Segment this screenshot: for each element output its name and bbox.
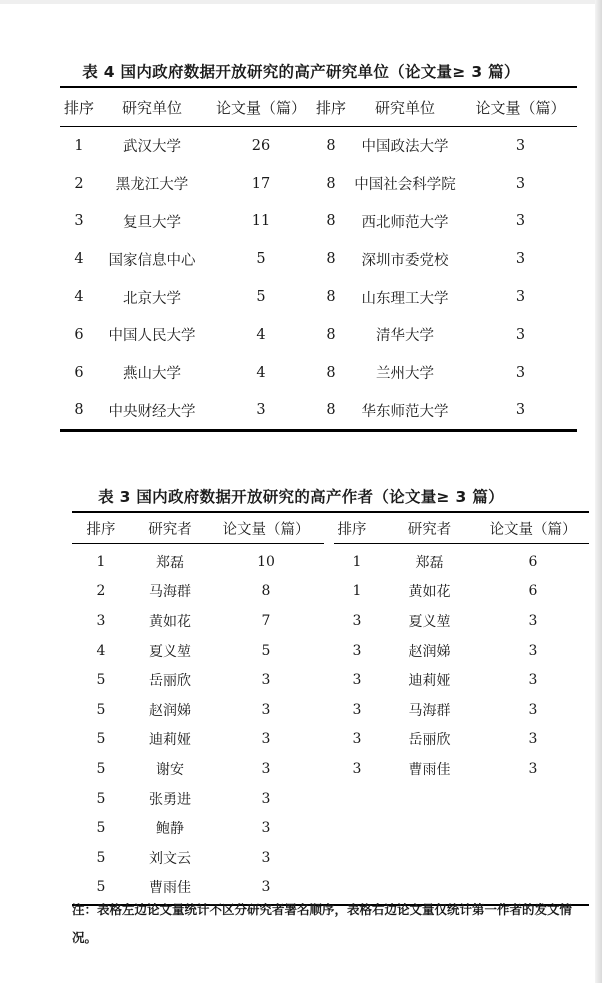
table3-right-cell: 3 [528,612,538,629]
table3-right-row [332,754,589,784]
table4-cell: 3 [515,251,526,268]
table3-left-row [72,843,332,873]
table4-cell: 5 [256,289,266,306]
table3-left-cell: 10 [257,553,275,570]
table4-cell: 8 [326,364,336,381]
table3-right-cell: 3 [352,672,362,689]
page-top-edge [0,0,602,4]
table4-cell: 1 [74,137,84,154]
table3-right-cell: 3 [352,642,362,659]
table3-left-cell: 3 [261,849,271,866]
table3-right-row [332,606,589,636]
table3-right-row [332,547,589,577]
table3-right-column [332,547,589,902]
table4-cell: 中央财经大学 [108,403,196,420]
table3-right-cell: 3 [352,701,362,718]
table4-bottom-rule [60,429,577,432]
table3-left-column [72,547,332,902]
table3-left-cell: 5 [96,849,106,866]
table4-cell: 6 [74,364,84,381]
table4-cell: 复旦大学 [123,214,181,231]
table3-left-cell: 3 [261,790,271,807]
table3-right-row [332,665,589,695]
table4-cell: 8 [74,402,84,419]
table4-body [60,127,577,429]
table3-right-rule [334,543,589,544]
table3-left-cell: 5 [96,672,106,689]
table3-header-count: 论文量（篇） [222,521,310,538]
table3-note: 注：表格左边论文量统计不区分研究者署名顺序，表格右边论文量仅统计第一作者的发文情况。 [72,902,573,945]
table3-left-cell: 5 [96,879,106,896]
table4-cell: 8 [326,175,336,192]
table4-cell: 3 [515,289,526,306]
table4-cell: 26 [251,137,271,154]
table4-cell: 8 [326,137,336,154]
table3-right-cell: 郑磊 [415,554,444,571]
table4-cell: 西北师范大学 [361,214,449,231]
table3-left-cell: 5 [96,760,106,777]
table3-left-row [72,606,332,636]
table3-left-cell: 岳丽欣 [149,673,191,690]
table3-right-cell: 马海群 [408,702,451,719]
table4-cell: 中国人民大学 [108,328,196,345]
table4-header-row [60,88,577,126]
table3-left-cell: 3 [96,612,106,629]
table3-left-cell: 张勇进 [149,791,191,808]
table4-row [60,165,577,203]
table4-cell: 4 [74,289,84,306]
table3-left-row [72,784,332,814]
table4-cell: 8 [326,326,336,343]
table3-left-cell: 黄如花 [149,613,191,630]
table3-left-row [72,547,332,577]
table3-left-cell: 5 [96,731,106,748]
table4-cell: 4 [74,251,84,268]
table3-right-cell: 3 [352,760,362,777]
table3-left-row [72,577,332,607]
table3-header-rank: 排序 [86,521,116,538]
table3-left-cell: 郑磊 [156,554,184,571]
table4-cell: 武汉大学 [123,139,181,156]
table3-left-cell: 夏义堃 [149,643,191,660]
table3-left-cell: 7 [261,612,271,629]
table3-left-cell: 赵润娣 [149,702,191,719]
table4-header-unit: 研究单位 [121,98,182,117]
table3-right-cell: 迪莉娅 [408,673,451,690]
table4-header-rank: 排序 [63,98,94,117]
table3-left-rule [72,543,324,544]
table3-right-cell: 1 [352,583,362,600]
table3-left-cell: 8 [261,583,271,600]
table4-cell: 3 [515,213,526,230]
table4-cell: 国家信息中心 [108,252,196,269]
table3-right-row [332,695,589,725]
table3-right-cell: 3 [528,642,538,659]
table4-cell: 黑龙江大学 [115,177,189,194]
table4-cell: 华东师范大学 [361,403,449,420]
table3-right-cell: 3 [528,760,538,777]
table3-left-cell: 3 [261,672,271,689]
table3-right-cell: 岳丽欣 [408,732,451,749]
table4-title: 表 4 国内政府数据开放研究的高产研究单位（论文量≥ 3 篇） [82,63,520,81]
table3-left-cell: 曹雨佳 [149,880,191,897]
table3-left-row [72,636,332,666]
table3-header-rules [72,543,589,544]
table3-right-cell: 6 [528,583,538,600]
table3-right-cell: 6 [528,553,538,570]
table4-cell: 6 [74,326,84,343]
table3-left-cell: 4 [96,642,106,659]
table4-cell: 17 [251,175,271,192]
table4-row [60,354,577,392]
table3-left-cell: 3 [261,820,271,837]
table3 [72,511,589,906]
table4-cell: 8 [326,402,336,419]
table4-row [60,392,577,430]
table3-left-cell: 3 [261,701,271,718]
table3-left-row [72,813,332,843]
table3-left-cell: 5 [261,642,271,659]
table4-cell: 4 [256,326,266,343]
table3-left-cell: 鲍静 [156,821,184,838]
table3-left-cell: 2 [96,583,106,600]
table4-cell: 3 [74,213,84,230]
table3-left-row [72,725,332,755]
table4-cell: 3 [515,364,526,381]
table3-left-cell: 刘文云 [149,850,191,867]
table4-cell: 3 [515,326,526,343]
table3-left-row [72,665,332,695]
table4-cell: 清华大学 [376,328,434,345]
table3-left-row [72,695,332,725]
table3-right-cell: 黄如花 [408,584,451,601]
table3-body [72,547,589,902]
table3-header-row [72,513,589,543]
table3-left-cell: 5 [96,701,106,718]
table4-cell: 3 [515,137,526,154]
table3-left-row [72,754,332,784]
table3-right-cell: 3 [352,731,362,748]
table3-left-cell: 5 [96,820,106,837]
table4-cell: 4 [256,364,266,381]
table3-left-cell: 1 [96,553,106,570]
table4-cell: 2 [74,175,84,192]
table3-header-author-2: 研究者 [407,521,452,538]
table4-cell: 中国政法大学 [361,139,449,156]
table4-cell: 5 [256,251,266,268]
table4-row [60,240,577,278]
table4-row [60,127,577,165]
table4-header-count: 论文量（篇） [215,98,306,117]
table4-cell: 8 [326,213,336,230]
table3-right-row [332,636,589,666]
table3-right-cell: 3 [528,731,538,748]
table4-header-rank-2: 排序 [316,98,347,117]
table4-cell: 北京大学 [123,290,181,307]
table4-cell: 燕山大学 [123,366,181,383]
table4-cell: 3 [515,175,526,192]
table3-right-cell: 曹雨佳 [408,761,451,778]
table3-header-count-2: 论文量（篇） [489,521,577,538]
table4-header-count-2: 论文量（篇） [475,98,566,117]
table3-title: 表 3 国内政府数据开放研究的高产作者（论文量≥ 3 篇） [98,488,504,506]
table4-cell: 深圳市委党校 [361,252,449,269]
table4-row [60,203,577,241]
table3-right-cell: 夏义堃 [408,613,451,630]
table3-right-row [332,725,589,755]
table4-row [60,278,577,316]
table3-right-cell: 3 [528,672,538,689]
table4-cell: 8 [326,289,336,306]
table4-cell: 山东理工大学 [361,290,449,307]
table4-cell: 8 [326,251,336,268]
table4 [60,86,577,432]
table3-header-rank-2: 排序 [337,521,367,538]
table4-row [60,316,577,354]
table3-left-cell: 3 [261,731,271,748]
table4-cell: 3 [256,402,266,419]
table3-left-cell: 马海群 [149,584,191,601]
table3-right-cell: 3 [528,701,538,718]
table4-cell: 11 [251,213,271,230]
table3-left-cell: 3 [261,879,271,896]
table3-left-cell: 迪莉娅 [149,732,191,749]
table3-right-row [332,577,589,607]
table3-left-cell: 谢安 [156,761,184,778]
table4-cell: 中国社会科学院 [354,177,456,194]
table4-cell: 兰州大学 [376,366,434,383]
table4-header-unit-2: 研究单位 [374,98,435,117]
table3-left-cell: 5 [96,790,106,807]
table4-cell: 3 [515,402,526,419]
table3-header-author: 研究者 [148,521,192,538]
table3-right-cell: 3 [352,612,362,629]
table3-right-cell: 赵润娣 [408,643,451,660]
table3-right-cell: 1 [352,553,362,570]
table3-left-cell: 3 [261,760,271,777]
